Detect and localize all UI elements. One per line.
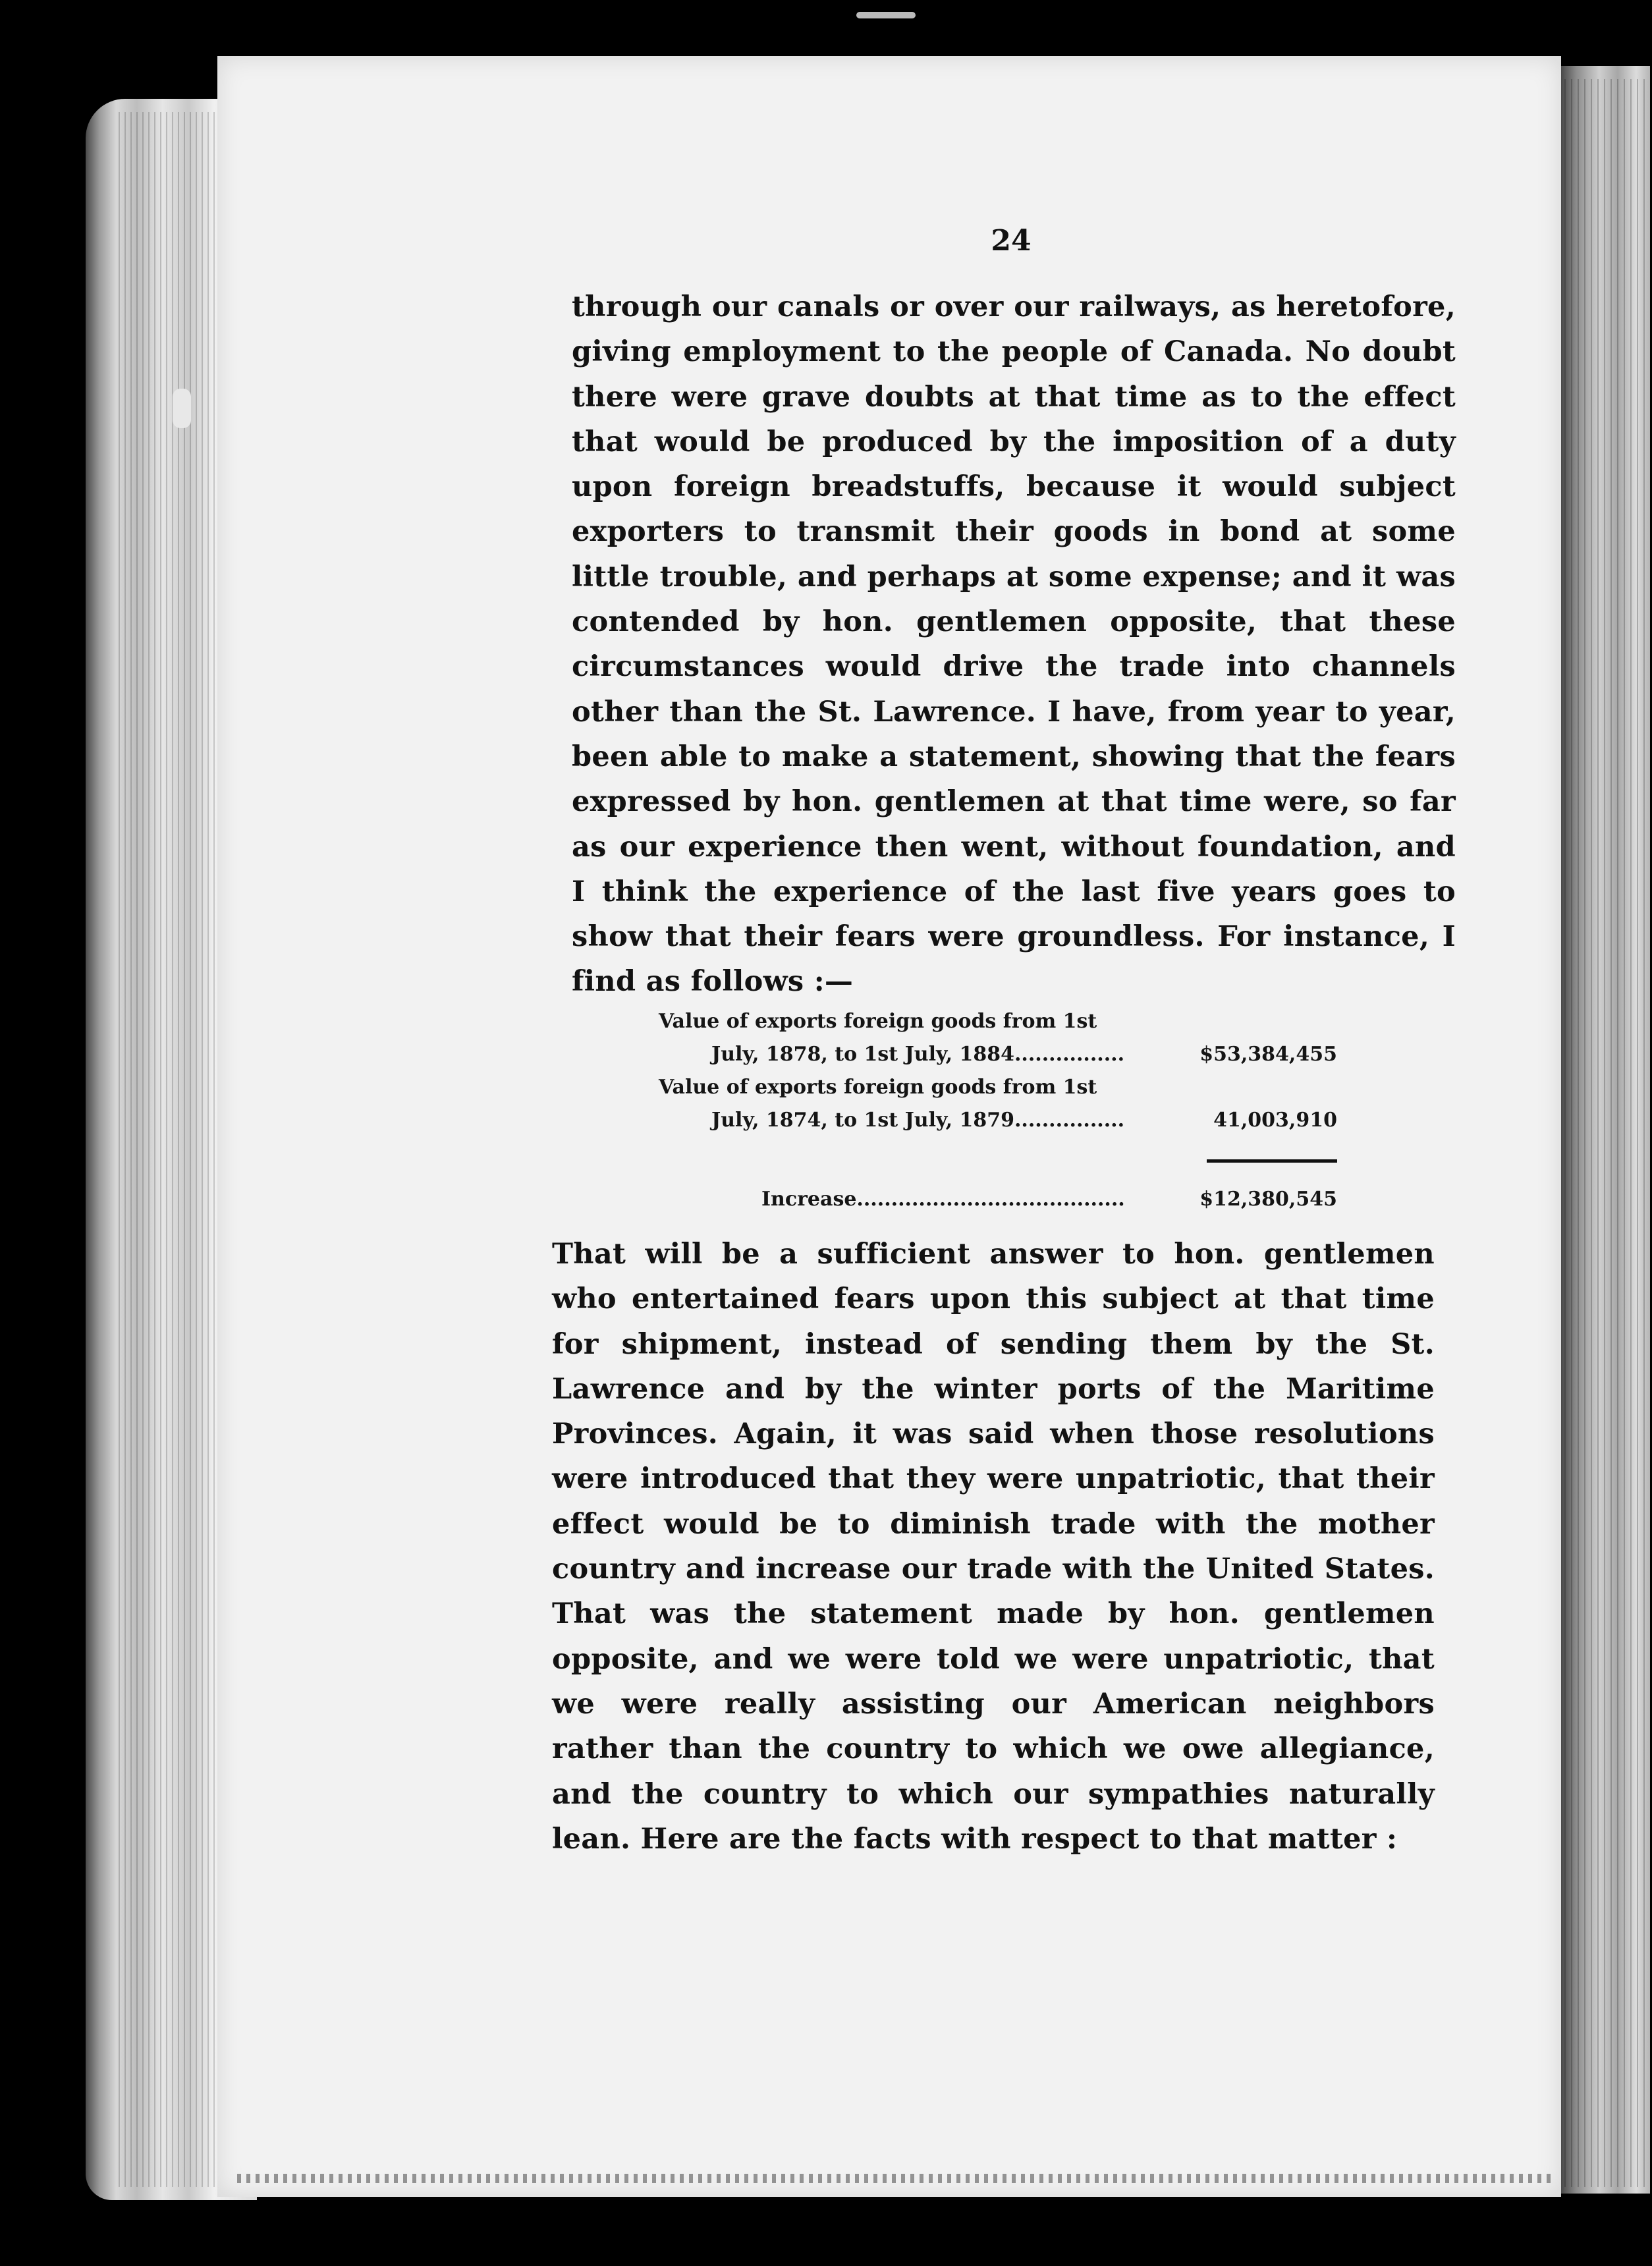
row-description: July, 1874, to 1st July, 1879................ — [711, 1109, 1125, 1132]
total-label: Increase....................................... — [761, 1188, 1125, 1211]
row-description: Value of exports foreign goods from 1st — [659, 1010, 1097, 1033]
bottom-page-edge — [237, 2174, 1555, 2183]
table-row — [659, 1104, 1337, 1137]
row-description: Value of exports foreign goods from 1st — [659, 1076, 1097, 1099]
right-page-edge-lines — [1564, 79, 1650, 2187]
exports-table — [659, 1005, 1337, 1211]
body-paragraph-2: That will be a sufficient answer to hon. gentlemen who entertained fears upon this subject at that time for shipment, instead of sending them by the St. Lawrence and by the winter ports of the Maritime Provinces. Again, it was said when those resolutions were introduced that they were unpatriotic, that their effect would be to diminish trade with the mother country and increase our trade with the United States. That was the statement made by hon. gentlemen opposite, and we were told we were unpatriotic, that we were really assisting our American neighbors rather than the country to which we owe allegiance, and the country to which our sympathies naturally lean. Here are the facts with respect to that matter : — [552, 1238, 1435, 1856]
row-amount: $53,384,455 — [1199, 1043, 1337, 1066]
table-total-row — [659, 1183, 1337, 1216]
scan-artifact — [856, 12, 916, 18]
table-row — [659, 1038, 1337, 1071]
row-description: July, 1878, to 1st July, 1884................ — [711, 1043, 1125, 1066]
body-paragraph-1: through our canals or over our railways, as heretofore, giving employment to the people of Canada. No doubt there were grave doubts at that time as to the effect that would be produced by the imposition of a duty upon foreign breadstuffs, because it would subject exporters to transmit their goods in bond at some little trouble, and perhaps at some expense; and it was contended by hon. gentlemen opposite, that these circumstances would drive the trade into channels other than the St. Lawrence. I have, from year to year, been able to make a statement, showing that the fears expressed by hon. gentlemen at that time were, so far as our experience then went, without foundation, and I think the experience of the last five years goes to show that their fears were groundless. For instance, I find as follows :— — [572, 290, 1456, 999]
table-row — [659, 1005, 1337, 1038]
sum-rule — [1207, 1159, 1337, 1163]
total-amount: $12,380,545 — [1199, 1188, 1337, 1211]
row-amount: 41,003,910 — [1213, 1109, 1337, 1132]
page-number: 24 — [991, 224, 1032, 258]
table-row — [659, 1071, 1337, 1104]
margin-smudge — [173, 389, 191, 428]
